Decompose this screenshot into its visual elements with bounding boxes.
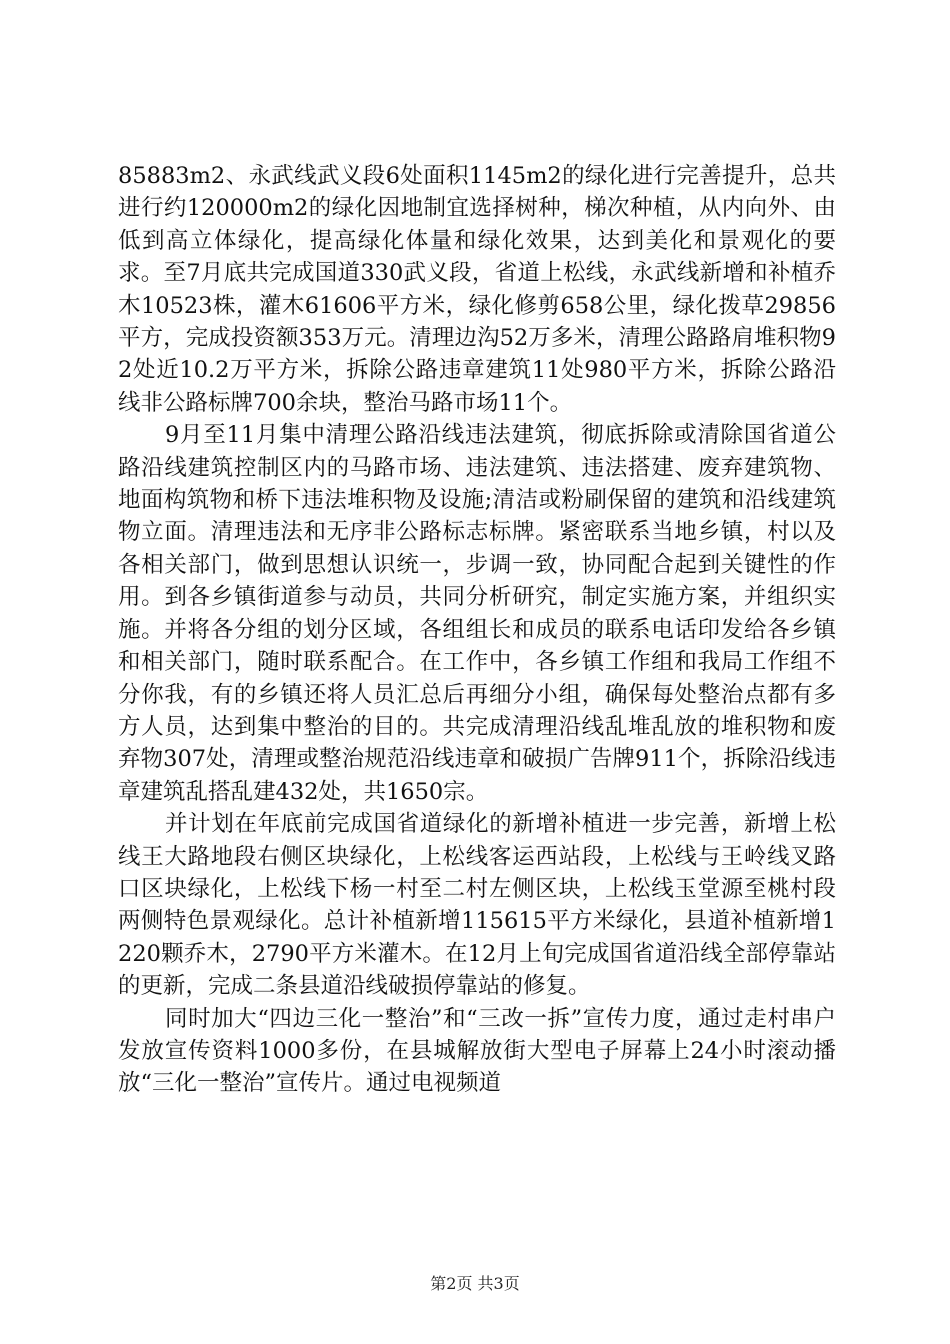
paragraph-4: 同时加大“四边三化一整治”和“三改一拆”宣传力度，通过走村串户发放宣传资料1000多份，在县城解放街大型电子屏幕上24小时滚动播放“三化一整治”宣传片。通过电视频道 (118, 1005, 836, 1097)
paragraph-2: 9月至11月集中清理公路沿线违法建筑，彻底拆除或清除国省道公路沿线建筑控制区内的马路市场、违法建筑、违法搭建、废弃建筑物、地面构筑物和桥下违法堆积物及设施;清洁或粉刷保留的建筑和沿线建筑物立面。清理违法和无序非公路标志标牌。紧密联系当地乡镇，村以及各相关部门，做到思想认识统一，步调一致，协同配合起到关键性的作用。到各乡镇街道参与动员，共同分析研究，制定实施方案，并组织实施。并将各分组的划分区域，各组组长和成员的联系电话印发给各乡镇和相关部门，随时联系配合。在工作中，各乡镇工作组和我局工作组不分你我，有的乡镇还将人员汇总后再细分小组，确保每处整治点都有多方人员，达到集中整治的目的。共完成清理沿线乱堆乱放的堆积物和废弃物307处，清理或整治规范沿线违章和破损广告牌911个，拆除沿线违章建筑乱搭乱建432处，共1650宗。 (118, 422, 836, 805)
page-footer: 第2页 共3页 (430, 1274, 520, 1293)
paragraph-3: 并计划在年底前完成国省道绿化的新增补植进一步完善，新增上松线王大路地段右侧区块绿化，上松线客运西站段，上松线与王岭线叉路口区块绿化，上松线下杨一村至二村左侧区块，上松线玉堂源至桃村段两侧特色景观绿化。总计补植新增115615平方米绿化，县道补植新增1220颗乔木，2790平方米灌木。在12月上旬完成国省道沿线全部停靠站的更新，完成二条县道沿线破损停靠站的修复。 (118, 811, 836, 1000)
document-body (118, 160, 836, 1100)
paragraph-1: 85883m2、永武线武义段6处面积1145m2的绿化进行完善提升，总共进行约120000m2的绿化因地制宜选择树种，梯次种植，从内向外、由低到高立体绿化，提高绿化体量和绿化效果，达到美化和景观化的要求。至7月底共完成国道330武义段，省道上松线，永武线新增和补植乔木10523株，灌木61606平方米，绿化修剪658公里，绿化拨草29856平方，完成投资额353万元。清理边沟52万多米，清理公路路肩堆积物92处近10.2万平方米，拆除公路违章建筑11处980平方米，拆除公路沿线非公路标牌700余块，整治马路市场11个。 (118, 163, 836, 416)
